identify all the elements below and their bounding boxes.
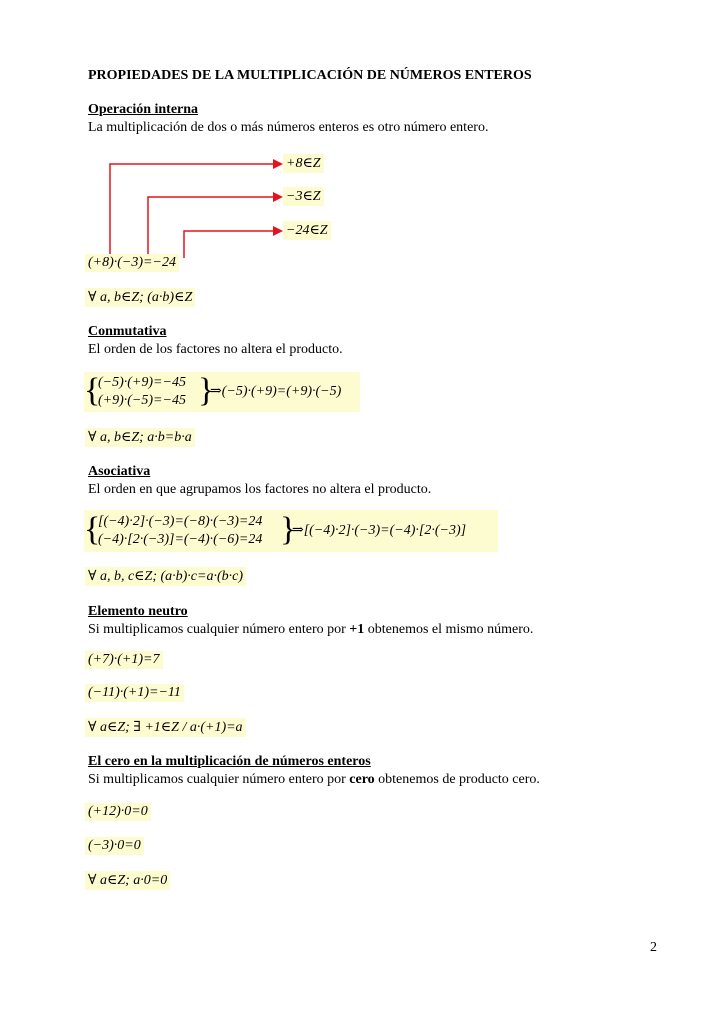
formula-conmutativa: ∀ a, b∈Z; a·b=b·a <box>85 428 195 447</box>
system-lines-conmutativa <box>98 374 186 410</box>
example-cero-2: (−3)·0=0 <box>85 837 144 855</box>
arrow-line-2 <box>148 197 276 258</box>
page-number: 2 <box>650 940 657 955</box>
left-brace: { <box>84 372 101 409</box>
arrow-line-3 <box>184 231 276 258</box>
section-heading-interna: Operación interna <box>88 102 199 117</box>
conclusion-asociativa: ⇒[(−4)·2]·(−3)=(−4)·[2·(−3)] <box>292 523 467 538</box>
text-bold: +1 <box>349 622 365 637</box>
system-line: (−4)·[2·(−3)]=(−4)·(−6)=24 <box>98 532 263 547</box>
example-neutro-2: (−11)·(+1)=−11 <box>85 684 184 702</box>
example-cero-1: (+12)·0=0 <box>85 803 151 821</box>
arrow-line-1 <box>110 164 276 258</box>
section-heading-neutro: Elemento neutro <box>88 604 188 619</box>
section-text-cero <box>88 772 540 788</box>
page-title: PROPIEDADES DE LA MULTIPLICACIÓN DE NÚMEROS ENTEROS <box>88 68 532 83</box>
system-line: [(−4)·2]·(−3)=(−8)·(−3)=24 <box>98 514 263 529</box>
text-part: obtenemos de producto cero. <box>374 772 540 787</box>
arrowhead-1 <box>273 159 283 169</box>
section-text-conmutativa: El orden de los factores no altera el producto. <box>88 342 343 357</box>
text-part: Si multiplicamos cualquier número entero por <box>88 622 350 637</box>
system-asociativa <box>84 510 498 552</box>
formula-cero: ∀ a∈Z; a·0=0 <box>85 871 170 890</box>
result-minus-3: −3∈Z <box>283 187 324 206</box>
example-neutro-1: (+7)·(+1)=7 <box>85 651 163 669</box>
equation-interna: (+8)·(−3)=−24 <box>85 254 179 272</box>
section-text-interna: La multiplicación de dos o más números enteros es otro número entero. <box>88 120 489 135</box>
text-part: obtenemos el mismo número. <box>364 622 534 637</box>
left-brace: { <box>84 511 101 548</box>
formula-asociativa: ∀ a, b, c∈Z; (a·b)·c=a·(b·c) <box>85 567 246 586</box>
text-bold: cero <box>349 772 375 787</box>
section-heading-cero: El cero en la multiplicación de números enteros <box>88 754 371 769</box>
section-heading-asociativa: Asociativa <box>88 464 151 479</box>
system-lines-asociativa <box>98 513 262 549</box>
arrowhead-3 <box>273 226 283 236</box>
system-line: (+9)·(−5)=−45 <box>98 393 186 408</box>
section-heading-conmutativa: Conmutativa <box>88 324 167 339</box>
right-brace: } <box>198 372 215 409</box>
right-brace: } <box>280 511 297 548</box>
arrowhead-2 <box>273 192 283 202</box>
conclusion-conmutativa: ⇒(−5)·(+9)=(+9)·(−5) <box>210 384 342 399</box>
result-minus-24: −24∈Z <box>283 221 331 240</box>
section-text-asociativa: El orden en que agrupamos los factores no altera el producto. <box>88 482 432 497</box>
formula-interna: ∀ a, b∈Z; (a·b)∈Z <box>85 288 195 307</box>
text-part: Si multiplicamos cualquier número entero por <box>88 772 350 787</box>
section-text-neutro <box>88 622 533 638</box>
formula-neutro: ∀ a∈Z; ∃ +1∈Z / a·(+1)=a <box>85 718 246 737</box>
result-plus-8: +8∈Z <box>283 154 324 173</box>
system-line: (−5)·(+9)=−45 <box>98 375 186 390</box>
system-conmutativa <box>84 372 360 412</box>
